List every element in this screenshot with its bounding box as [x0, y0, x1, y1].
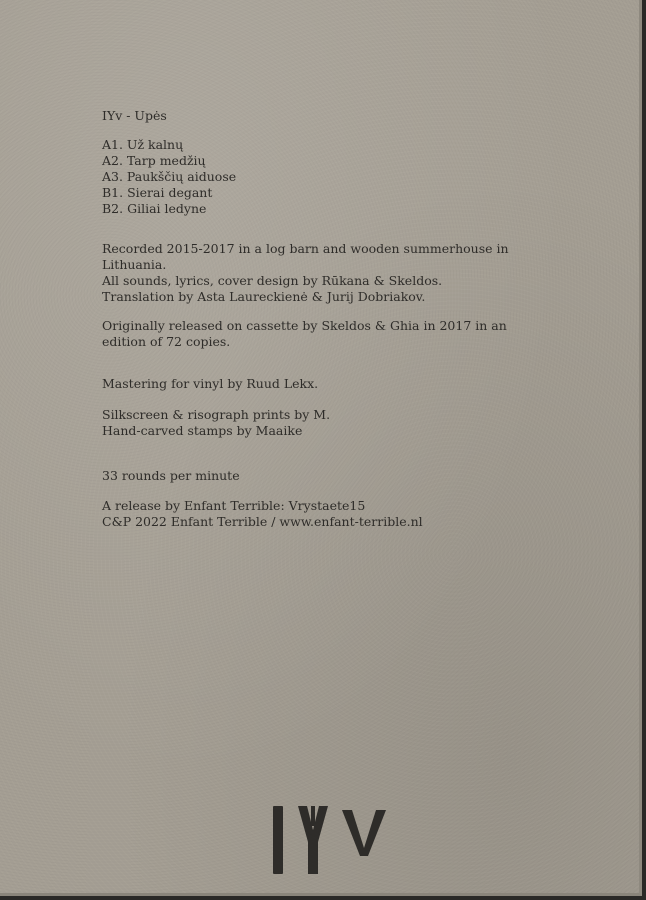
prints-credits [102, 407, 330, 439]
track-item: B1. Sierai degant [102, 185, 213, 200]
track-item: A3. Paukščių aiduose [102, 169, 237, 184]
track-item: A1. Už kalnų [102, 137, 184, 152]
prints-line: Silkscreen & risograph prints by M. [102, 407, 331, 422]
iyv-stamp-logo-icon [268, 800, 396, 880]
credits-line: Translation by Asta Laureckienė & Jurij Dobriakov. [102, 289, 426, 304]
credits-block [102, 241, 509, 305]
track-item: A2. Tarp medžių [102, 153, 206, 168]
cassette-note-line: Originally released on cassette by Skeldos & Ghia in 2017 in an [102, 318, 507, 333]
mastering-credit: Mastering for vinyl by Ruud Lekx. [102, 376, 319, 391]
track-item: B2. Giliai ledyne [102, 201, 207, 216]
release-line: C&P 2022 Enfant Terrible / www.enfant-terrible.nl [102, 514, 423, 529]
release-line: A release by Enfant Terrible: Vrystaete15 [102, 498, 366, 513]
release-info [102, 498, 423, 530]
album-title: IYv - Upės [102, 108, 167, 123]
credits-line: Recorded 2015-2017 in a log barn and wooden summerhouse in [102, 241, 509, 256]
tracklist [102, 137, 236, 217]
cassette-note [102, 318, 507, 350]
cassette-note-line: edition of 72 copies. [102, 334, 231, 349]
playback-speed: 33 rounds per minute [102, 468, 240, 483]
credits-line: All sounds, lyrics, cover design by Rūkana & Skeldos. [102, 273, 443, 288]
prints-line: Hand-carved stamps by Maaike [102, 423, 303, 438]
credits-line: Lithuania. [102, 257, 167, 272]
